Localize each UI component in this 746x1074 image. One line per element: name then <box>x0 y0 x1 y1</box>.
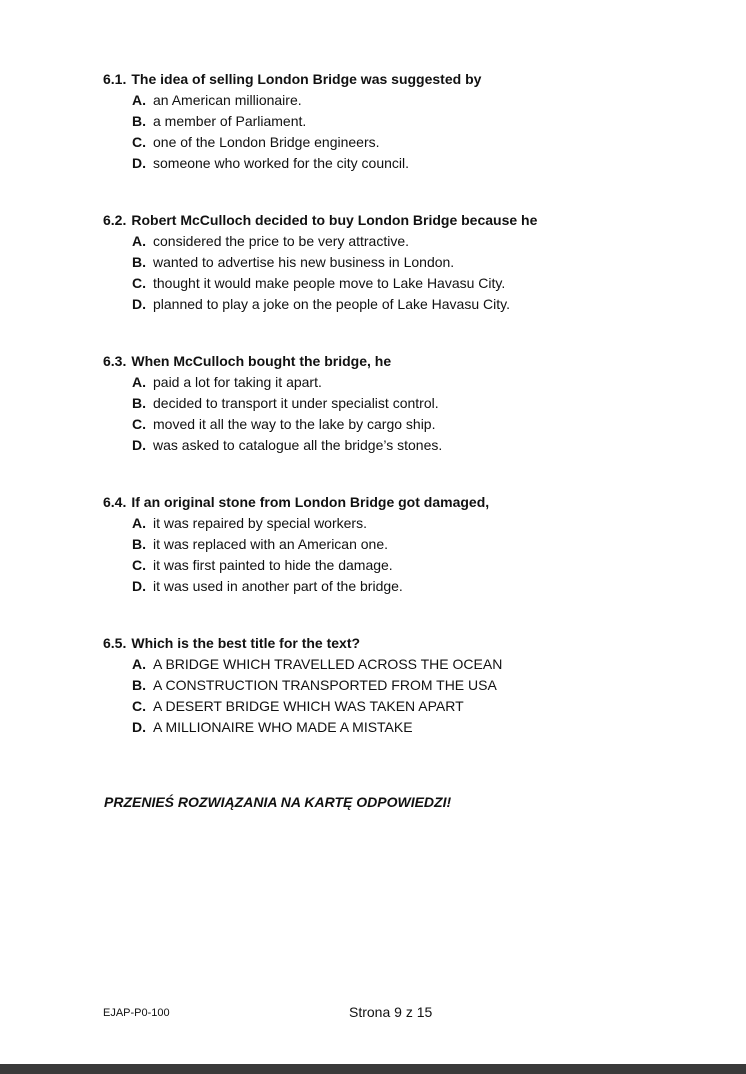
question-number: 6.5. <box>103 635 127 651</box>
option-text: it was repaired by special workers. <box>153 515 367 531</box>
question-6-2 <box>103 210 703 315</box>
option-text: thought it would make people move to Lake Havasu City. <box>153 275 506 291</box>
option-d <box>103 717 703 738</box>
option-letter: C. <box>132 698 146 714</box>
option-text: A BRIDGE WHICH TRAVELLED ACROSS THE OCEAN <box>153 656 503 672</box>
option-letter: D. <box>132 578 146 594</box>
option-text: planned to play a joke on the people of Lake Havasu City. <box>153 296 510 312</box>
option-text: someone who worked for the city council. <box>153 155 410 171</box>
option-c <box>103 132 703 153</box>
exam-code: EJAP-P0-100 <box>103 1007 170 1019</box>
question-6-4 <box>103 492 703 597</box>
question-text: When McCulloch bought the bridge, he <box>131 353 392 369</box>
option-letter: D. <box>132 296 146 312</box>
option-d <box>103 435 703 456</box>
option-letter: A. <box>132 233 146 249</box>
option-text: A CONSTRUCTION TRANSPORTED FROM THE USA <box>153 677 497 693</box>
option-letter: A. <box>132 515 146 531</box>
option-b <box>103 393 703 414</box>
transfer-answers-instruction: PRZENIEŚ ROZWIĄZANIA NA KARTĘ ODPOWIEDZI! <box>104 794 452 810</box>
option-letter: C. <box>132 416 146 432</box>
option-letter: B. <box>132 536 146 552</box>
option-letter: B. <box>132 677 146 693</box>
question-text: Robert McCulloch decided to buy London Bridge because he <box>131 212 538 228</box>
option-c <box>103 273 703 294</box>
option-text: was asked to catalogue all the bridge’s stones. <box>153 437 443 453</box>
question-number: 6.2. <box>103 212 127 228</box>
option-letter: B. <box>132 395 146 411</box>
option-b <box>103 252 703 273</box>
option-b <box>103 111 703 132</box>
question-text: If an original stone from London Bridge got damaged, <box>131 494 490 510</box>
option-letter: A. <box>132 656 146 672</box>
option-letter: A. <box>132 374 146 390</box>
option-text: decided to transport it under specialist control. <box>153 395 439 411</box>
option-text: A MILLIONAIRE WHO MADE A MISTAKE <box>153 719 413 735</box>
question-title <box>103 210 703 231</box>
option-text: one of the London Bridge engineers. <box>153 134 380 150</box>
option-a <box>103 513 703 534</box>
option-letter: C. <box>132 275 146 291</box>
option-letter: C. <box>132 557 146 573</box>
question-number: 6.3. <box>103 353 127 369</box>
question-number: 6.4. <box>103 494 127 510</box>
question-number: 6.1. <box>103 71 127 87</box>
option-text: wanted to advertise his new business in London. <box>153 254 455 270</box>
page-number: Strona 9 z 15 <box>349 1004 433 1020</box>
question-title <box>103 351 703 372</box>
option-b <box>103 534 703 555</box>
option-c <box>103 555 703 576</box>
option-letter: B. <box>132 254 146 270</box>
option-text: A DESERT BRIDGE WHICH WAS TAKEN APART <box>153 698 464 714</box>
question-text: The idea of selling London Bridge was suggested by <box>131 71 482 87</box>
option-letter: C. <box>132 134 146 150</box>
bottom-edge-bar <box>0 1064 746 1074</box>
option-letter: A. <box>132 92 146 108</box>
option-d <box>103 153 703 174</box>
option-text: moved it all the way to the lake by cargo ship. <box>153 416 436 432</box>
option-c <box>103 414 703 435</box>
question-title <box>103 633 703 654</box>
option-a <box>103 372 703 393</box>
question-6-5 <box>103 633 703 738</box>
option-d <box>103 294 703 315</box>
option-letter: D. <box>132 719 146 735</box>
option-c <box>103 696 703 717</box>
option-d <box>103 576 703 597</box>
question-6-1 <box>103 69 703 174</box>
option-b <box>103 675 703 696</box>
option-text: it was first painted to hide the damage. <box>153 557 393 573</box>
option-letter: B. <box>132 113 146 129</box>
option-text: a member of Parliament. <box>153 113 307 129</box>
option-letter: D. <box>132 437 146 453</box>
question-text: Which is the best title for the text? <box>131 635 361 651</box>
question-title <box>103 69 703 90</box>
option-letter: D. <box>132 155 146 171</box>
option-a <box>103 90 703 111</box>
option-text: it was replaced with an American one. <box>153 536 389 552</box>
option-text: it was used in another part of the bridge. <box>153 578 403 594</box>
option-a <box>103 654 703 675</box>
question-title <box>103 492 703 513</box>
option-a <box>103 231 703 252</box>
question-6-3 <box>103 351 703 456</box>
option-text: considered the price to be very attractive. <box>153 233 410 249</box>
option-text: paid a lot for taking it apart. <box>153 374 322 390</box>
option-text: an American millionaire. <box>153 92 302 108</box>
